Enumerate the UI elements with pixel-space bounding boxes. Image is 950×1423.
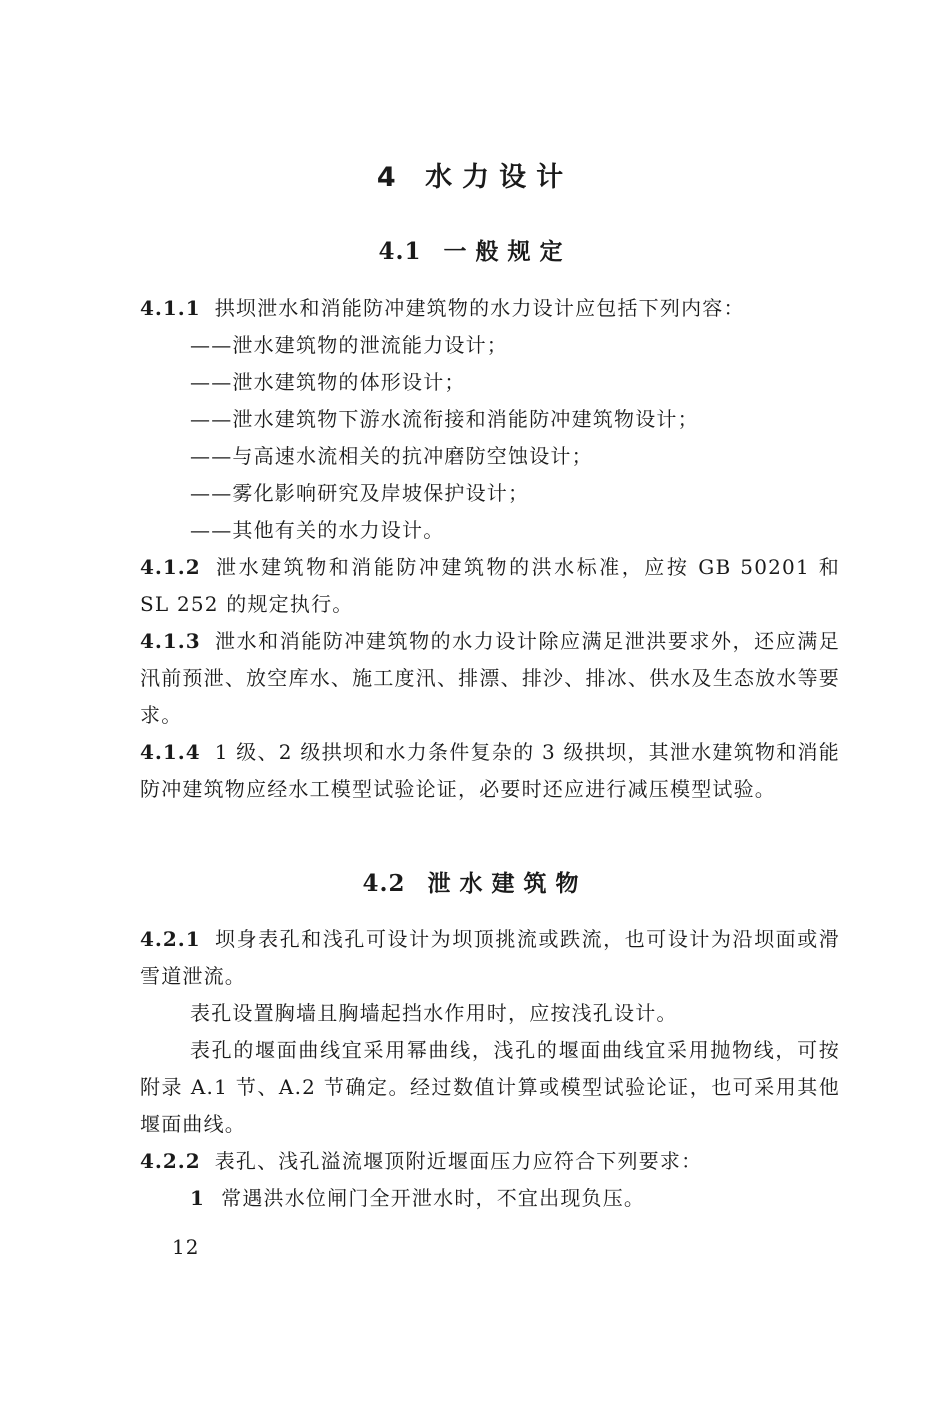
section-title-text: 一般规定 [443,239,572,265]
section-heading-4-1 [0,234,950,270]
sub-item-1 [140,1180,840,1217]
section-heading-4-2 [0,866,950,902]
list-item: ——雾化影响研究及岸坡保护设计； [190,481,530,505]
clause-number: 4.1.3 [140,629,201,653]
clause-number: 4.2.2 [140,1149,201,1173]
clause-text: 表孔、浅孔溢流堰顶附近堰面压力应符合下列要求： [214,1149,703,1173]
paragraph: 表孔设置胸墙且胸墙起挡水作用时，应按浅孔设计。 [190,1001,678,1025]
clause-text: 坝身表孔和浅孔可设计为坝顶挑流或跌流，也可设计为沿坝面或滑雪道泄流。 [140,927,840,988]
section-number: 4.2 [362,870,406,897]
list-item: ——其他有关的水力设计。 [190,518,445,542]
item-text: 常遇洪水位闸门全开泄水时，不宜出现负压。 [221,1186,646,1210]
page-number: 12 [172,1235,200,1259]
paragraph: 表孔的堰面曲线宜采用幂曲线，浅孔的堰面曲线宜采用抛物线，可按附录 A.1 节、A.2 节确定。经过数值计算或模型试验论证，也可采用其他堰面曲线。 [140,1038,840,1136]
clause-number: 4.2.1 [140,927,201,951]
section-4-2-body [140,921,840,1217]
clause-number: 4.1.1 [140,296,201,320]
clause-text: 泄水建筑物和消能防冲建筑物的洪水标准，应按 GB 50201 和 SL 252 的规定执行。 [140,555,840,616]
list-item: ——泄水建筑物下游水流衔接和消能防冲建筑物设计； [190,407,699,431]
clause-4-1-3 [140,623,840,734]
clause-text: 1 级、2 级拱坝和水力条件复杂的 3 级拱坝，其泄水建筑物和消能防冲建筑物应经水工模型试验论证，必要时还应进行减压模型试验。 [140,740,840,801]
clause-4-1-4 [140,734,840,808]
item-number: 1 [190,1186,206,1210]
clause-number: 4.1.2 [140,555,201,579]
clause-number: 4.1.4 [140,740,201,764]
clause-4-2-1 [140,921,840,995]
list-item: ——泄水建筑物的泄流能力设计； [190,333,508,357]
clause-text: 泄水和消能防冲建筑物的水力设计除应满足泄洪要求外，还应满足汛前预泄、放空库水、施工度汛、排漂、排沙、排冰、供水及生态放水等要求。 [140,629,840,727]
clause-4-1-2 [140,549,840,623]
section-number: 4.1 [378,238,422,265]
clause-4-1-1 [140,290,840,327]
chapter-title: 4 水力设计 [376,162,574,193]
list-item: ——泄水建筑物的体形设计； [190,370,466,394]
section-4-1-body [140,290,840,808]
clause-4-2-2 [140,1143,840,1180]
list-item: ——与高速水流相关的抗冲磨防空蚀设计； [190,444,593,468]
clause-text: 拱坝泄水和消能防冲建筑物的水力设计应包括下列内容： [214,296,745,320]
section-title-text: 泄水建筑物 [427,871,588,897]
